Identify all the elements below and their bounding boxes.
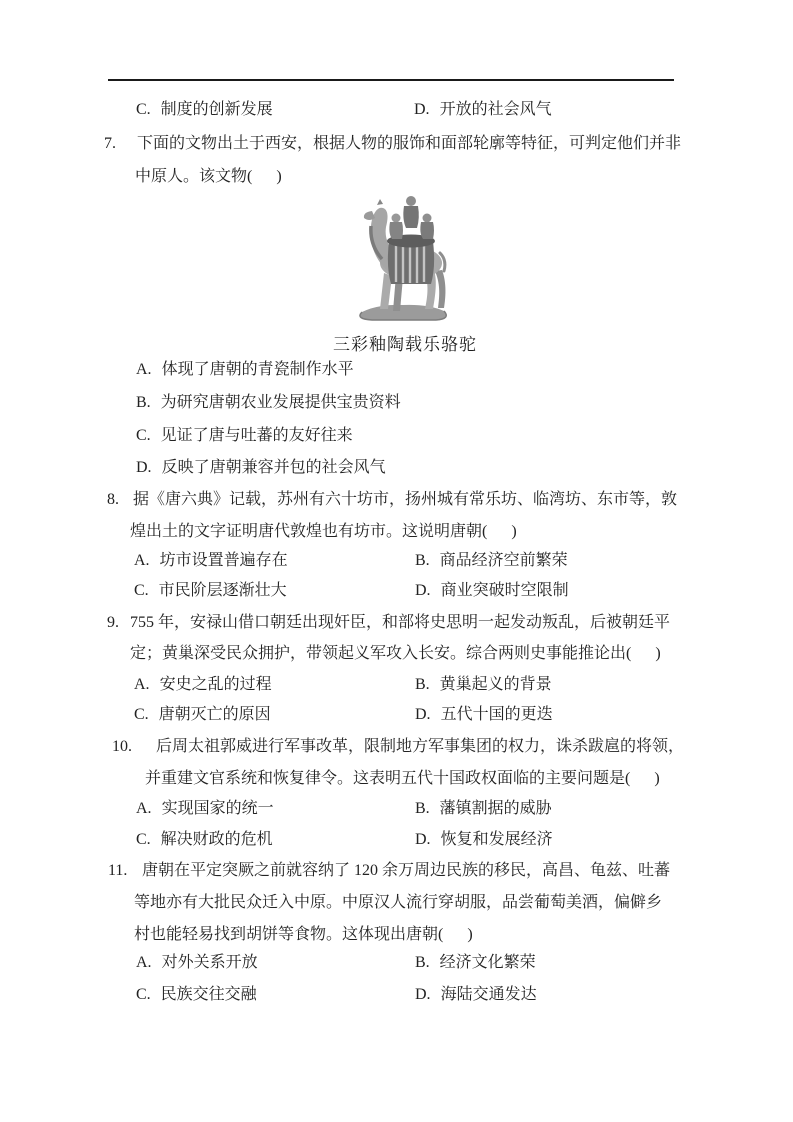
question-9-option-a — [134, 668, 272, 701]
option-text: 唐朝灭亡的原因 — [158, 706, 271, 723]
question-10-option-b — [415, 792, 552, 825]
question-9-number: 9. — [107, 614, 119, 631]
question-10-stem-line-2 — [0, 762, 793, 795]
question-7-option-b-row — [0, 386, 793, 419]
question-8-stem-text: 据《唐六典》记载，苏州有六十坊市，扬州城有常乐坊、临湾坊、东市等，敦 — [133, 491, 678, 508]
question-7-stem-text: 下面的文物出土于西安，根据人物的服饰和面部轮廓等特征，可判定他们并非 — [137, 135, 682, 152]
option-text: 五代十国的更迭 — [440, 706, 553, 723]
question-8-options-row-ab — [0, 544, 793, 577]
option-text: 市民阶层逐渐壮大 — [158, 582, 287, 599]
option-label: A. — [134, 676, 150, 693]
option-label: D. — [415, 706, 431, 723]
question-8-option-c — [134, 574, 287, 607]
question-10-option-c — [136, 823, 273, 856]
option-label: D. — [415, 582, 431, 599]
camel-figurine-photo — [340, 191, 470, 322]
option-text: 开放的社会风气 — [439, 101, 552, 118]
question-9-stem-text: 定；黄巢深受民众拥护，带领起义军攻入长安。综合两则史事能推论出( ) — [130, 645, 661, 662]
option-label: C. — [134, 582, 149, 599]
option-text: 反映了唐朝兼容并包的社会风气 — [161, 459, 386, 476]
option-text: 坊市设置普遍存在 — [159, 552, 288, 569]
option-label: D. — [415, 986, 431, 1003]
option-label: D. — [414, 101, 430, 118]
option-text: 海陆交通发达 — [440, 986, 537, 1003]
option-text: 藩镇割据的威胁 — [439, 800, 552, 817]
option-label: C. — [136, 427, 151, 444]
question-10-stem-text: 后周太祖郭威进行军事改革，限制地方军事集团的权力，诛杀跋扈的将领， — [156, 738, 685, 755]
option-label: D. — [415, 831, 431, 848]
option-text: 黄巢起义的背景 — [439, 676, 552, 693]
option-label: A. — [136, 800, 152, 817]
question-8-stem-line-1 — [0, 483, 793, 516]
question-8-options-row-cd — [0, 574, 793, 607]
question-11-options-row-cd — [0, 978, 793, 1011]
question-11-stem-line-1 — [0, 854, 793, 887]
question-7-number: 7. — [104, 135, 116, 152]
question-11-stem-text: 唐朝在平定突厥之前就容纳了 120 余万周边民族的移民，高昌、龟兹、吐蕃 — [142, 862, 671, 879]
question-6-options-row — [0, 93, 793, 126]
question-11-stem-line-2 — [0, 886, 793, 919]
question-7-option-c — [136, 419, 353, 452]
option-label: C. — [134, 706, 149, 723]
option-text: 民族交往交融 — [160, 986, 257, 1003]
question-8-option-a — [134, 544, 288, 577]
question-10-option-a — [136, 792, 274, 825]
question-7-option-a — [136, 353, 354, 386]
question-9-option-c — [134, 698, 271, 731]
question-11-options-row-ab — [0, 946, 793, 979]
option-text: 为研究唐朝农业发展提供宝贵资料 — [160, 394, 401, 411]
question-9-option-d — [415, 698, 553, 731]
question-7-option-c-row — [0, 419, 793, 452]
question-10-options-row-ab — [0, 792, 793, 825]
question-6-option-c — [136, 93, 273, 126]
figure-caption: 三彩釉陶载乐骆驼 — [333, 335, 477, 354]
question-10-stem-text: 并重建文官系统和恢复律令。这表明五代十国政权面临的主要问题是( ) — [145, 770, 660, 787]
question-11-stem-text: 等地亦有大批民众迁入中原。中原汉人流行穿胡服，品尝葡萄美酒，偏僻乡 — [134, 894, 663, 911]
option-label: B. — [415, 676, 430, 693]
option-text: 经济文化繁荣 — [439, 954, 536, 971]
question-9-stem-text: 755 年，安禄山借口朝廷出现奸臣，和部将史思明一起发动叛乱，后被朝廷平 — [130, 614, 671, 631]
question-11-option-d — [415, 978, 537, 1011]
option-text: 实现国家的统一 — [161, 800, 274, 817]
question-8-number: 8. — [107, 491, 119, 508]
question-11-stem-text: 村也能轻易找到胡饼等食物。这体现出唐朝( ) — [134, 926, 473, 943]
option-label: B. — [415, 800, 430, 817]
option-text: 恢复和发展经济 — [440, 831, 553, 848]
option-label: B. — [415, 552, 430, 569]
question-10-option-d — [415, 823, 553, 856]
question-10-number: 10. — [112, 738, 132, 755]
question-8-option-b — [415, 544, 568, 577]
question-9-stem-line-2 — [0, 637, 793, 670]
option-label: B. — [415, 954, 430, 971]
option-label: A. — [136, 361, 152, 378]
question-7-option-b — [136, 386, 401, 419]
question-6-option-d — [414, 93, 552, 126]
question-11-option-a — [136, 946, 258, 979]
question-7-stem-line-2 — [0, 160, 793, 193]
option-text: 商业突破时空限制 — [440, 582, 569, 599]
question-9-stem-line-1 — [0, 606, 793, 639]
question-9-options-row-cd — [0, 698, 793, 731]
option-label: A. — [136, 954, 152, 971]
option-text: 体现了唐朝的青瓷制作水平 — [161, 361, 354, 378]
option-text: 对外关系开放 — [161, 954, 258, 971]
question-7-stem-line-1 — [0, 127, 793, 160]
option-text: 见证了唐与吐蕃的友好往来 — [160, 427, 353, 444]
question-11-option-c — [136, 978, 257, 1011]
question-8-option-d — [415, 574, 569, 607]
question-11-number: 11. — [108, 862, 128, 879]
sancai-camel-illustration — [340, 191, 470, 322]
option-text: 安史之乱的过程 — [159, 676, 272, 693]
option-text: 商品经济空前繁荣 — [439, 552, 568, 569]
option-label: C. — [136, 986, 151, 1003]
option-text: 解决财政的危机 — [160, 831, 273, 848]
question-8-stem-text: 煌出土的文字证明唐代敦煌也有坊市。这说明唐朝( ) — [130, 523, 517, 540]
question-9-options-row-ab — [0, 668, 793, 701]
question-10-stem-line-1 — [0, 730, 793, 763]
question-7-option-a-row — [0, 353, 793, 386]
question-7-option-d-row — [0, 451, 793, 484]
question-10-options-row-cd — [0, 823, 793, 856]
option-text: 制度的创新发展 — [160, 101, 273, 118]
option-label: C. — [136, 101, 151, 118]
option-label: D. — [136, 459, 152, 476]
question-7-stem-text: 中原人。该文物( ) — [135, 168, 282, 185]
header-divider-line — [108, 79, 674, 81]
question-9-option-b — [415, 668, 552, 701]
option-label: C. — [136, 831, 151, 848]
option-label: B. — [136, 394, 151, 411]
question-7-option-d — [136, 451, 386, 484]
question-11-option-b — [415, 946, 536, 979]
option-label: A. — [134, 552, 150, 569]
